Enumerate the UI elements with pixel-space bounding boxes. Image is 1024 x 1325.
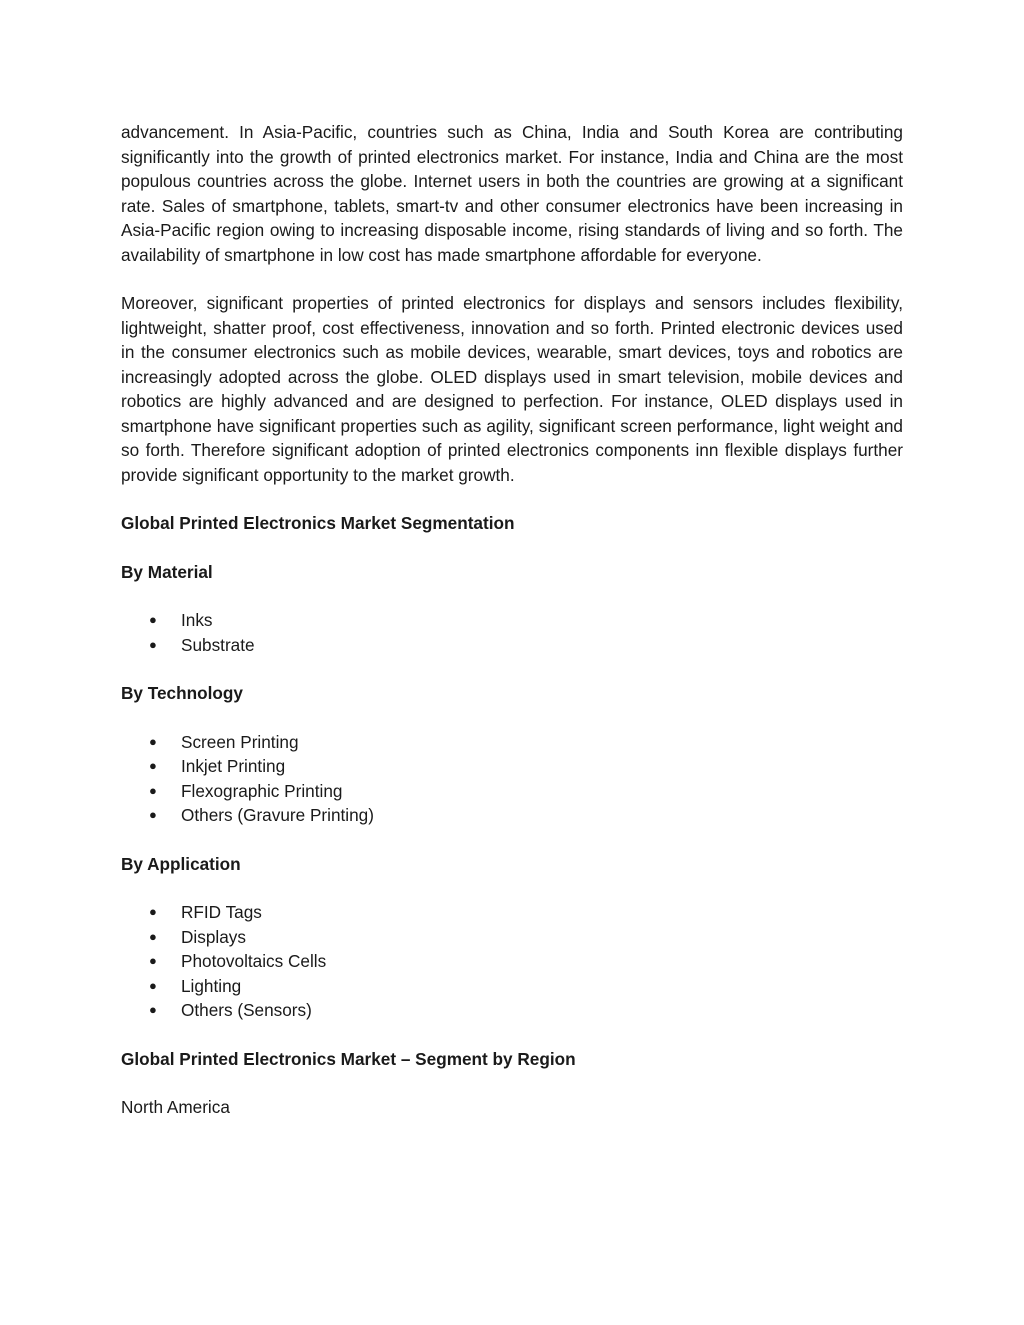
list-item-label: Photovoltaics Cells xyxy=(181,951,327,971)
list-item xyxy=(121,974,903,999)
technology-heading: By Technology xyxy=(121,683,243,703)
bullet-icon: ● xyxy=(149,953,157,968)
material-heading: By Material xyxy=(121,561,213,582)
bullet-icon: ● xyxy=(149,636,157,652)
intro-paragraph: advancement. In Asia-Pacific, countries such as China, India and South Korea are contributing significantly into the growth of printed electronics market. For instance, India and China are the most populous countries across the globe. Internet users in both the countries are growing at a significant rate. Sales of smartphone, tablets, smart-tv and other consumer electronics have been increasing in Asia-Pacific region owing to increasing disposable income, rising standards of living and so forth. The availability of smartphone in low cost has made smartphone affordable for everyone. xyxy=(121,122,903,265)
region-north-america: North America xyxy=(121,1097,230,1117)
application-list xyxy=(121,900,903,1023)
list-item-label: Inks xyxy=(181,610,213,630)
bullet-icon: ● xyxy=(149,977,157,993)
bullet-icon: ● xyxy=(149,782,157,798)
list-item-label: Others (Gravure Printing) xyxy=(181,805,374,825)
bullet-icon: ● xyxy=(149,807,157,822)
list-item xyxy=(121,949,903,974)
list-item-label: Screen Printing xyxy=(181,731,299,752)
bullet-icon: ● xyxy=(149,758,157,773)
list-item xyxy=(121,900,903,925)
properties-paragraph: Moreover, significant properties of printed electronics for displays and sensors includes flexibility, lightweight, shatter proof, cost effectiveness, innovation and so forth. Printed electronic devices used in the consumer electronics such as mobile devices, wearable, smart devices, toys and robotics are increasingly adopted across the globe. OLED displays used in smart television, mobile devices and robotics are highly advanced and are designed to perfection. For instance, OLED displays used in smartphone have significant properties such as agility, significant screen performance, light weight and so forth. Therefore significant adoption of printed electronics components inn flexible displays further provide significant opportunity to the market growth. xyxy=(121,293,903,485)
list-item-label: RFID Tags xyxy=(181,902,262,922)
document-page xyxy=(121,120,903,1120)
list-item xyxy=(121,779,903,804)
list-item xyxy=(121,925,903,950)
list-item-label: Displays xyxy=(181,926,246,947)
technology-list xyxy=(121,730,903,828)
list-item xyxy=(121,754,903,779)
list-item xyxy=(121,998,903,1023)
bullet-icon: ● xyxy=(149,1002,157,1017)
list-item xyxy=(121,608,903,633)
segmentation-heading: Global Printed Electronics Market Segmentation xyxy=(121,513,515,533)
bullet-icon: ● xyxy=(149,733,157,749)
list-item-label: Inkjet Printing xyxy=(181,756,286,776)
bullet-icon: ● xyxy=(149,612,157,627)
material-list xyxy=(121,608,903,657)
region-heading: Global Printed Electronics Market – Segment by Region xyxy=(121,1048,576,1069)
list-item-label: Lighting xyxy=(181,975,242,996)
list-item xyxy=(121,803,903,828)
list-item xyxy=(121,730,903,755)
list-item-label: Flexographic Printing xyxy=(181,780,343,801)
list-item-label: Others (Sensors) xyxy=(181,1000,312,1020)
bullet-icon: ● xyxy=(149,928,157,944)
list-item-label: Substrate xyxy=(181,634,255,655)
bullet-icon: ● xyxy=(149,904,157,919)
application-heading: By Application xyxy=(121,853,241,874)
list-item xyxy=(121,633,903,658)
